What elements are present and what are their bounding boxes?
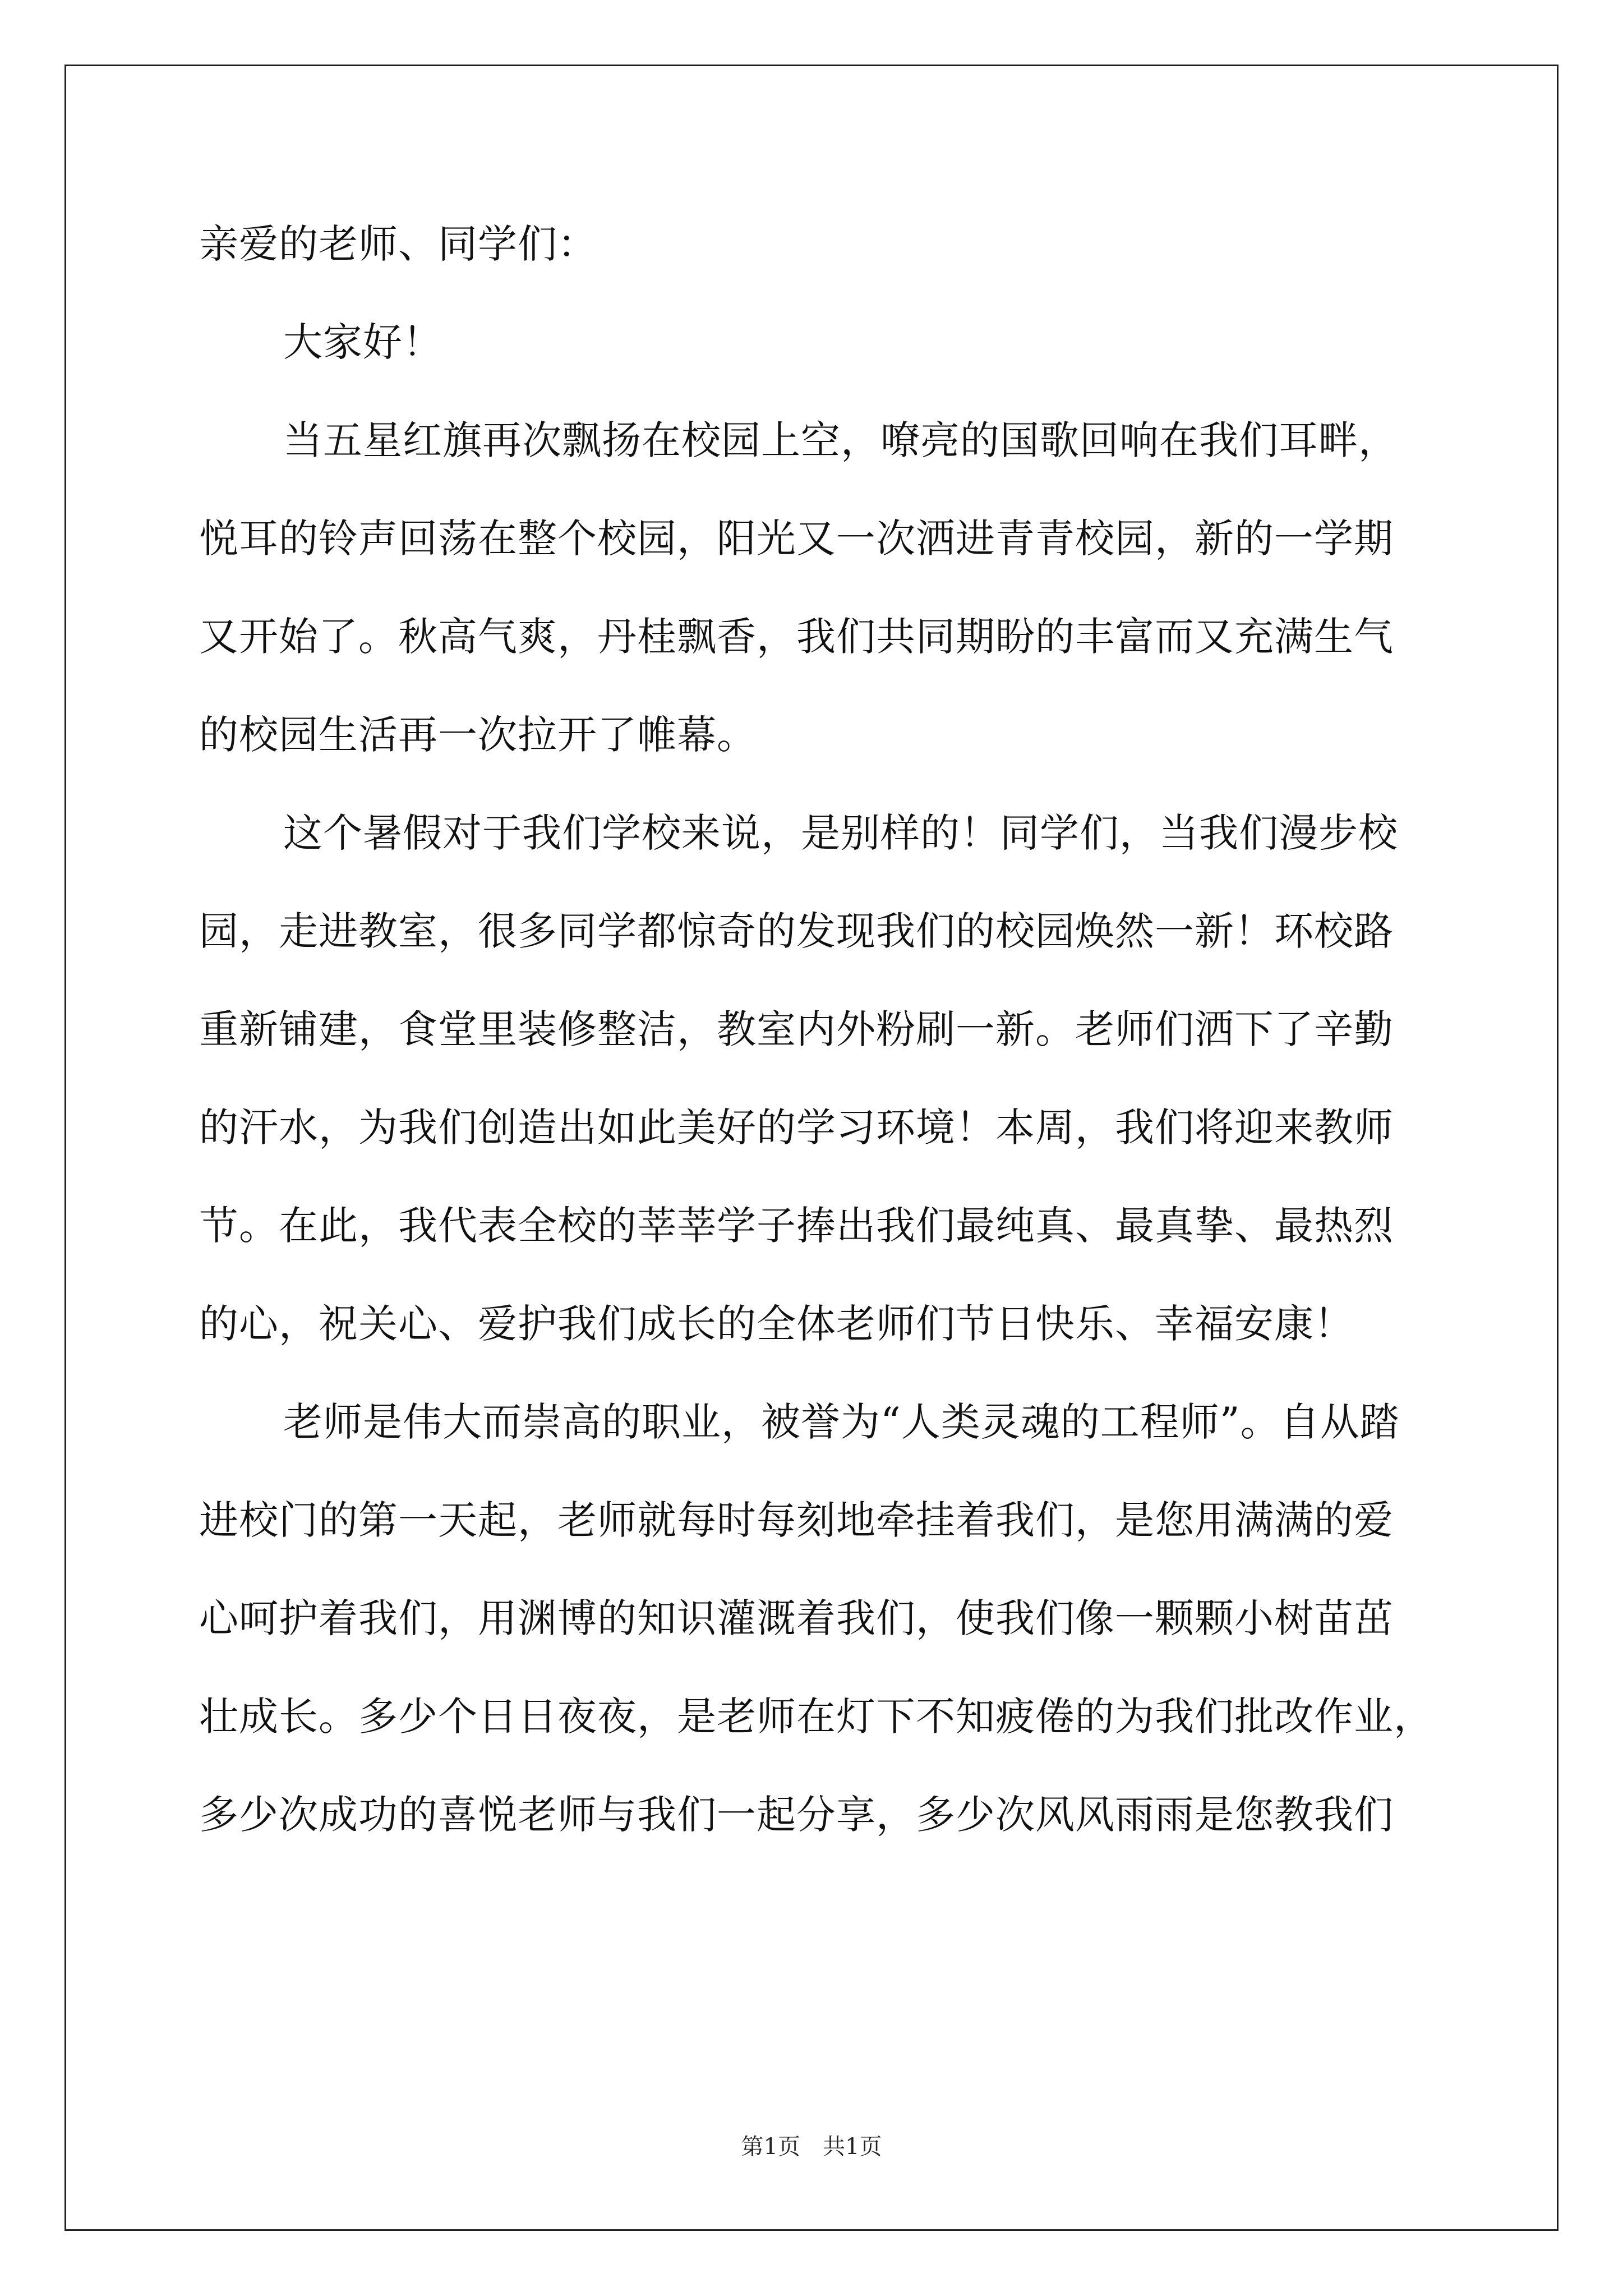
paragraph-2-line-3: 重新铺建，食堂里装修整洁，教室内外粉刷一新。老师们洒下了辛勤	[199, 1006, 1394, 1052]
paragraph-3-line-1: 老师是伟大而崇高的职业，被誉为“人类灵魂的工程师”。自从踏	[283, 1399, 1400, 1445]
paragraph-3-line-2: 进校门的第一天起，老师就每时每刻地牵挂着我们，是您用满满的爱	[199, 1497, 1394, 1543]
paragraph-2-line-6: 的心，祝关心、爱护我们成长的全体老师们节日快乐、幸福安康！	[199, 1301, 1354, 1347]
paragraph-2-line-1: 这个暑假对于我们学校来说，是别样的！同学们，当我们漫步校	[283, 810, 1398, 856]
salutation: 亲爱的老师、同学们：	[199, 221, 597, 267]
paragraph-1-line-3: 又开始了。秋高气爽，丹桂飘香，我们共同期盼的丰富而又充满生气	[199, 614, 1394, 660]
paragraph-3-line-5: 多少次成功的喜悦老师与我们一起分享，多少次风风雨雨是您教我们	[199, 1792, 1394, 1838]
greeting: 大家好！	[283, 319, 442, 365]
paragraph-1-line-2: 悦耳的铃声回荡在整个校园，阳光又一次洒进青青校园，新的一学期	[199, 516, 1394, 562]
paragraph-2-line-5: 节。在此，我代表全校的莘莘学子捧出我们最纯真、最真挚、最热烈	[199, 1203, 1394, 1249]
paragraph-1-line-4: 的校园生活再一次拉开了帷幕。	[199, 712, 757, 758]
page-footer: 第1页 共1页	[741, 2134, 882, 2160]
paragraph-3-line-3: 心呵护着我们，用渊博的知识灌溉着我们，使我们像一颗颗小树苗茁	[199, 1595, 1394, 1641]
paragraph-2-line-2: 园，走进教室，很多同学都惊奇的发现我们的校园焕然一新！环校路	[199, 908, 1394, 954]
paragraph-1-line-1: 当五星红旗再次飘扬在校园上空，嘹亮的国歌回响在我们耳畔，	[283, 417, 1398, 463]
paragraph-2-line-4: 的汗水，为我们创造出如此美好的学习环境！本周，我们将迎来教师	[199, 1105, 1394, 1151]
paragraph-3-line-4: 壮成长。多少个日日夜夜，是老师在灯下不知疲倦的为我们批改作业，	[199, 1694, 1433, 1740]
